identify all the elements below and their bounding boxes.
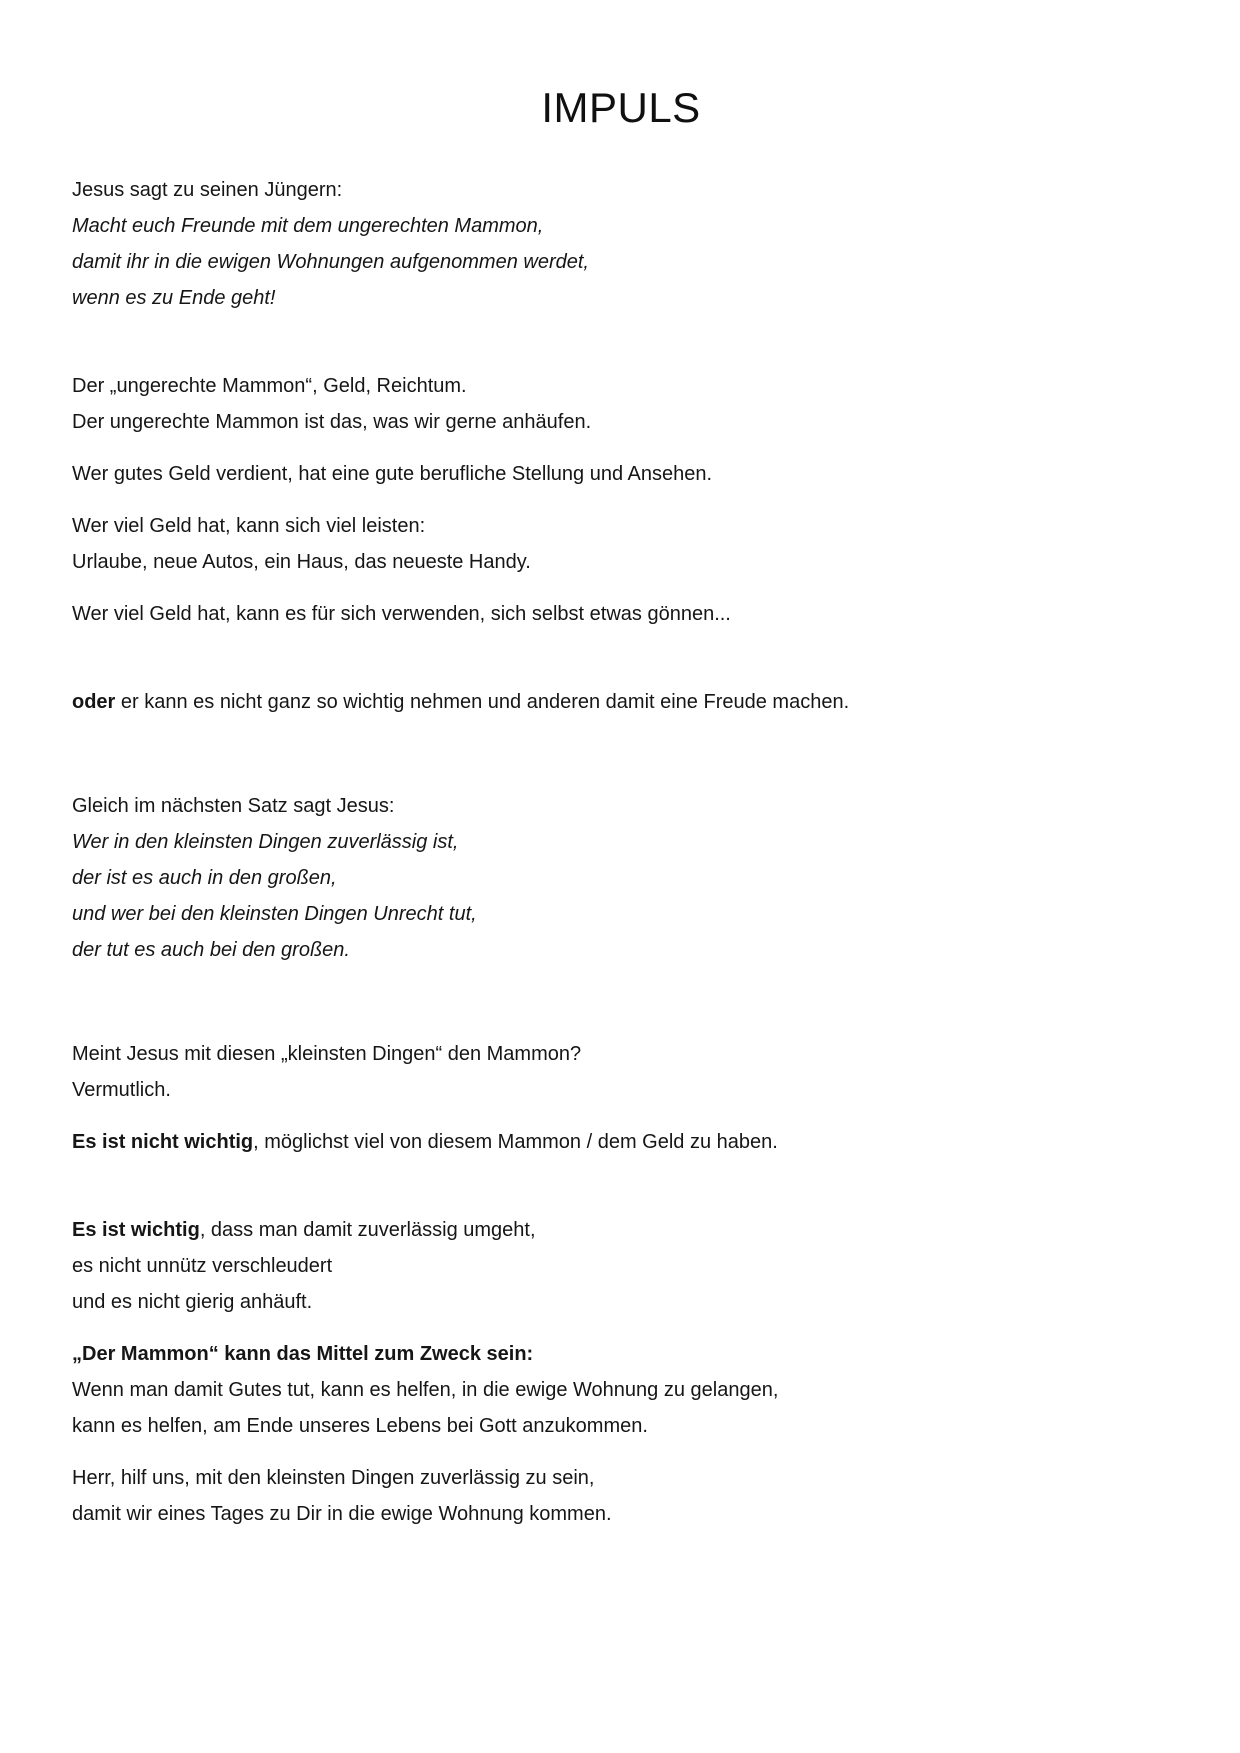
paragraph [72, 788, 1170, 968]
text-line [72, 1408, 1170, 1444]
text-segment: der ist es auch in den großen, [72, 867, 337, 890]
text-line [72, 788, 1170, 824]
text-segment: der tut es auch bei den großen. [72, 939, 350, 962]
text-segment: Herr, hilf uns, mit den kleinsten Dingen zuverlässig zu sein, [72, 1467, 595, 1490]
text-line [72, 896, 1170, 932]
text-line [72, 172, 1170, 208]
text-segment: , möglichst viel von diesem Mammon / dem Geld zu haben. [253, 1131, 778, 1154]
text-segment: Jesus sagt zu seinen Jüngern: [72, 179, 343, 202]
text-line [72, 932, 1170, 968]
text-line [72, 208, 1170, 244]
text-line [72, 508, 1170, 544]
text-line [72, 244, 1170, 280]
text-segment: und es nicht gierig anhäuft. [72, 1291, 313, 1314]
text-segment: „Der Mammon“ kann das Mittel zum Zweck sein: [72, 1343, 534, 1366]
paragraph [72, 1460, 1170, 1532]
text-line [72, 684, 1170, 720]
paragraph [72, 684, 1170, 720]
text-segment: Meint Jesus mit diesen „kleinsten Dingen“ den Mammon? [72, 1043, 582, 1066]
text-segment: Es ist nicht wichtig [72, 1131, 254, 1154]
text-segment: Der ungerechte Mammon ist das, was wir gerne anhäufen. [72, 411, 592, 434]
paragraph [72, 368, 1170, 440]
text-segment: Wer viel Geld hat, kann sich viel leisten: [72, 515, 426, 538]
text-line [72, 824, 1170, 860]
text-segment: wenn es zu Ende geht! [72, 287, 276, 310]
paragraph [72, 1336, 1170, 1444]
text-line [72, 1460, 1170, 1496]
text-segment: damit ihr in die ewigen Wohnungen aufgenommen werdet, [72, 251, 589, 274]
text-segment: Wer gutes Geld verdient, hat eine gute berufliche Stellung und Ansehen. [72, 463, 713, 486]
text-segment: Wer in den kleinsten Dingen zuverlässig ist, [72, 831, 459, 854]
text-line [72, 596, 1170, 632]
text-segment: Wer viel Geld hat, kann es für sich verwenden, sich selbst etwas gönnen... [72, 603, 731, 626]
text-segment: Wenn man damit Gutes tut, kann es helfen, in die ewige Wohnung zu gelangen, [72, 1379, 779, 1402]
paragraph [72, 172, 1170, 316]
text-line [72, 404, 1170, 440]
paragraph [72, 1124, 1170, 1160]
paragraph [72, 596, 1170, 632]
text-segment: Es ist wichtig [72, 1219, 200, 1242]
text-line [72, 1124, 1170, 1160]
text-segment: Der „ungerechte Mammon“, Geld, Reichtum. [72, 375, 467, 398]
text-line [72, 368, 1170, 404]
text-line [72, 860, 1170, 896]
paragraph [72, 1036, 1170, 1108]
text-segment: oder [72, 691, 116, 714]
paragraph [72, 456, 1170, 492]
text-line [72, 456, 1170, 492]
text-segment: Urlaube, neue Autos, ein Haus, das neueste Handy. [72, 551, 531, 574]
text-line [72, 1496, 1170, 1532]
text-segment: Macht euch Freunde mit dem ungerechten Mammon, [72, 215, 544, 238]
page-title: IMPULS [541, 84, 701, 131]
text-segment: , dass man damit zuverlässig umgeht, [199, 1219, 536, 1242]
text-segment: damit wir eines Tages zu Dir in die ewige Wohnung kommen. [72, 1503, 612, 1526]
text-line [72, 1072, 1170, 1108]
text-segment: und wer bei den kleinsten Dingen Unrecht tut, [72, 903, 477, 926]
text-line [72, 280, 1170, 316]
text-segment: Gleich im nächsten Satz sagt Jesus: [72, 795, 395, 818]
text-segment: kann es helfen, am Ende unseres Lebens bei Gott anzukommen. [72, 1415, 648, 1438]
text-line [72, 1248, 1170, 1284]
text-segment: Vermutlich. [72, 1079, 171, 1102]
document-body [72, 172, 1170, 1532]
text-segment: er kann es nicht ganz so wichtig nehmen und anderen damit eine Freude machen. [115, 691, 850, 714]
paragraph [72, 1212, 1170, 1320]
text-segment: es nicht unnütz verschleudert [72, 1255, 333, 1278]
text-line [72, 1372, 1170, 1408]
paragraph [72, 508, 1170, 580]
text-line [72, 1212, 1170, 1248]
text-line [72, 1036, 1170, 1072]
text-line [72, 544, 1170, 580]
text-line [72, 1284, 1170, 1320]
text-line [72, 1336, 1170, 1372]
